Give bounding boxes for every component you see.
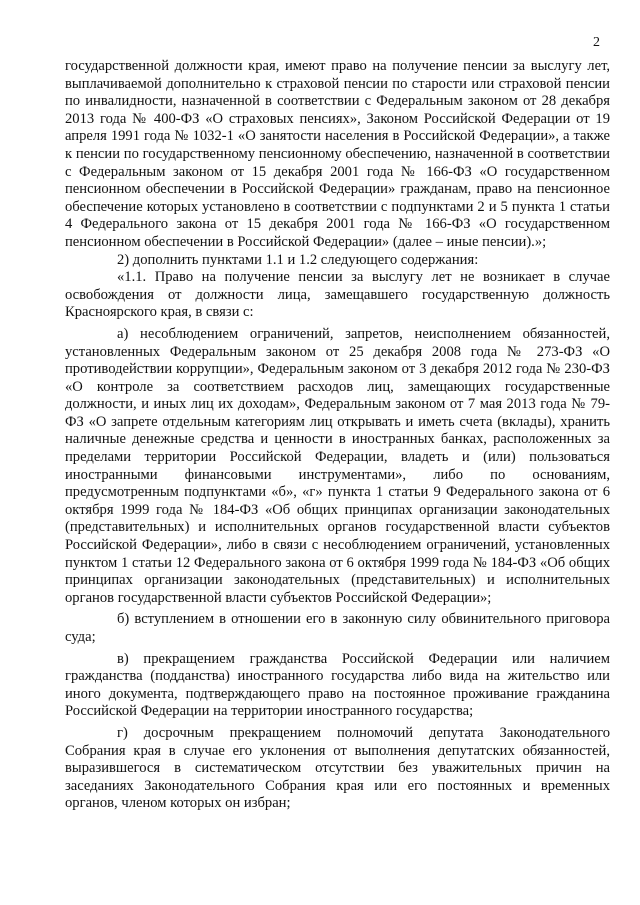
page-number: 2	[593, 35, 600, 50]
paragraph-item-2: 2) дополнить пунктами 1.1 и 1.2 следующего содержания:	[117, 251, 479, 268]
paragraph-subitem-b: б) вступлением в отношении его в законную силу обвинительного приговора суда;	[65, 611, 610, 645]
document-body	[65, 58, 610, 813]
paragraph-subitem-g: г) досрочным прекращением полномочий депутата Законодательного Собрания края в случае его уклонения от выполнения депутатских обязанностей, выразившегося в систематическом отсутствии без уважительных причин на заседаниях Законодательного Собрания края или его постоянных и временных органов, членом которых он избран;	[65, 724, 610, 812]
paragraph-continuation: государственной должности края, имеют право на получение пенсии за выслугу лет, выплачиваемой дополнительно к страховой пенсии по старости или страховой пенсии по инвалидности, назначенной в соответствии с Федеральным законом от 28 декабря 2013 года № 400-ФЗ «О страховых пенсиях», Законом Российской Федерации от 19 апреля 1991 года № 1032-1 «О занятости населения в Российской Федерации», а также к пенсии по государственному пенсионному обеспечению, назначенной в соответствии с Федеральным законом от 15 декабря 2001 года № 166-ФЗ «О государственном пенсионном обеспечении в Российской Федерации» гражданам, право на пенсионное обеспечение которых установлено в соответствии с подпунктами 2 и 5 пункта 1 статьи 4 Федерального закона от 15 декабря 2001 года № 166-ФЗ «О государственном пенсионном обеспечении в Российской Федерации» (далее – иные пенсии).»;	[65, 58, 610, 250]
paragraph-subitem-v: в) прекращением гражданства Российской Федерации или наличием гражданства (подданства) иностранного государства либо вида на жительство или иного документа, подтверждающего право на постоянное проживание гражданина Российской Федерации на территории иностранного государства;	[65, 650, 610, 720]
paragraph-clause-1-1: «1.1. Право на получение пенсии за выслугу лет не возникает в случае освобождения от должности лица, замещавшего государственную должность Красноярского края, в связи с:	[65, 269, 610, 321]
paragraph-subitem-a: а) несоблюдением ограничений, запретов, неисполнением обязанностей, установленных Федеральным законом от 25 декабря 2008 года № 273-ФЗ «О противодействии коррупции», Федеральным законом от 3 декабря 2012 года № 230-ФЗ «О контроле за соответствием расходов лиц, замещающих государственные должности, и иных лиц их доходам», Федеральным законом от 7 мая 2013 года № 79-ФЗ «О запрете отдельным категориям лиц открывать и иметь счета (вклады), хранить наличные денежные средства и ценности в иностранных банках, расположенных за пределами территории Российской Федерации, владеть и (или) пользоваться иностранными финансовыми инструментами», либо по основаниям, предусмотренным подпунктами «б», «г» пункта 1 статьи 9 Федерального закона от 6 октября 1999 года № 184-ФЗ «Об общих принципах организации законодательных (представительных) и исполнительных органов государственной власти субъектов Российской Федерации», либо в связи с несоблюдением ограничений, установленных пунктом 1 статьи 12 Федерального закона от 6 октября 1999 года № 184-ФЗ «Об общих принципах организации законодательных (представительных) и исполнительных органов государственной власти субъектов Российской Федерации»;	[65, 325, 610, 606]
